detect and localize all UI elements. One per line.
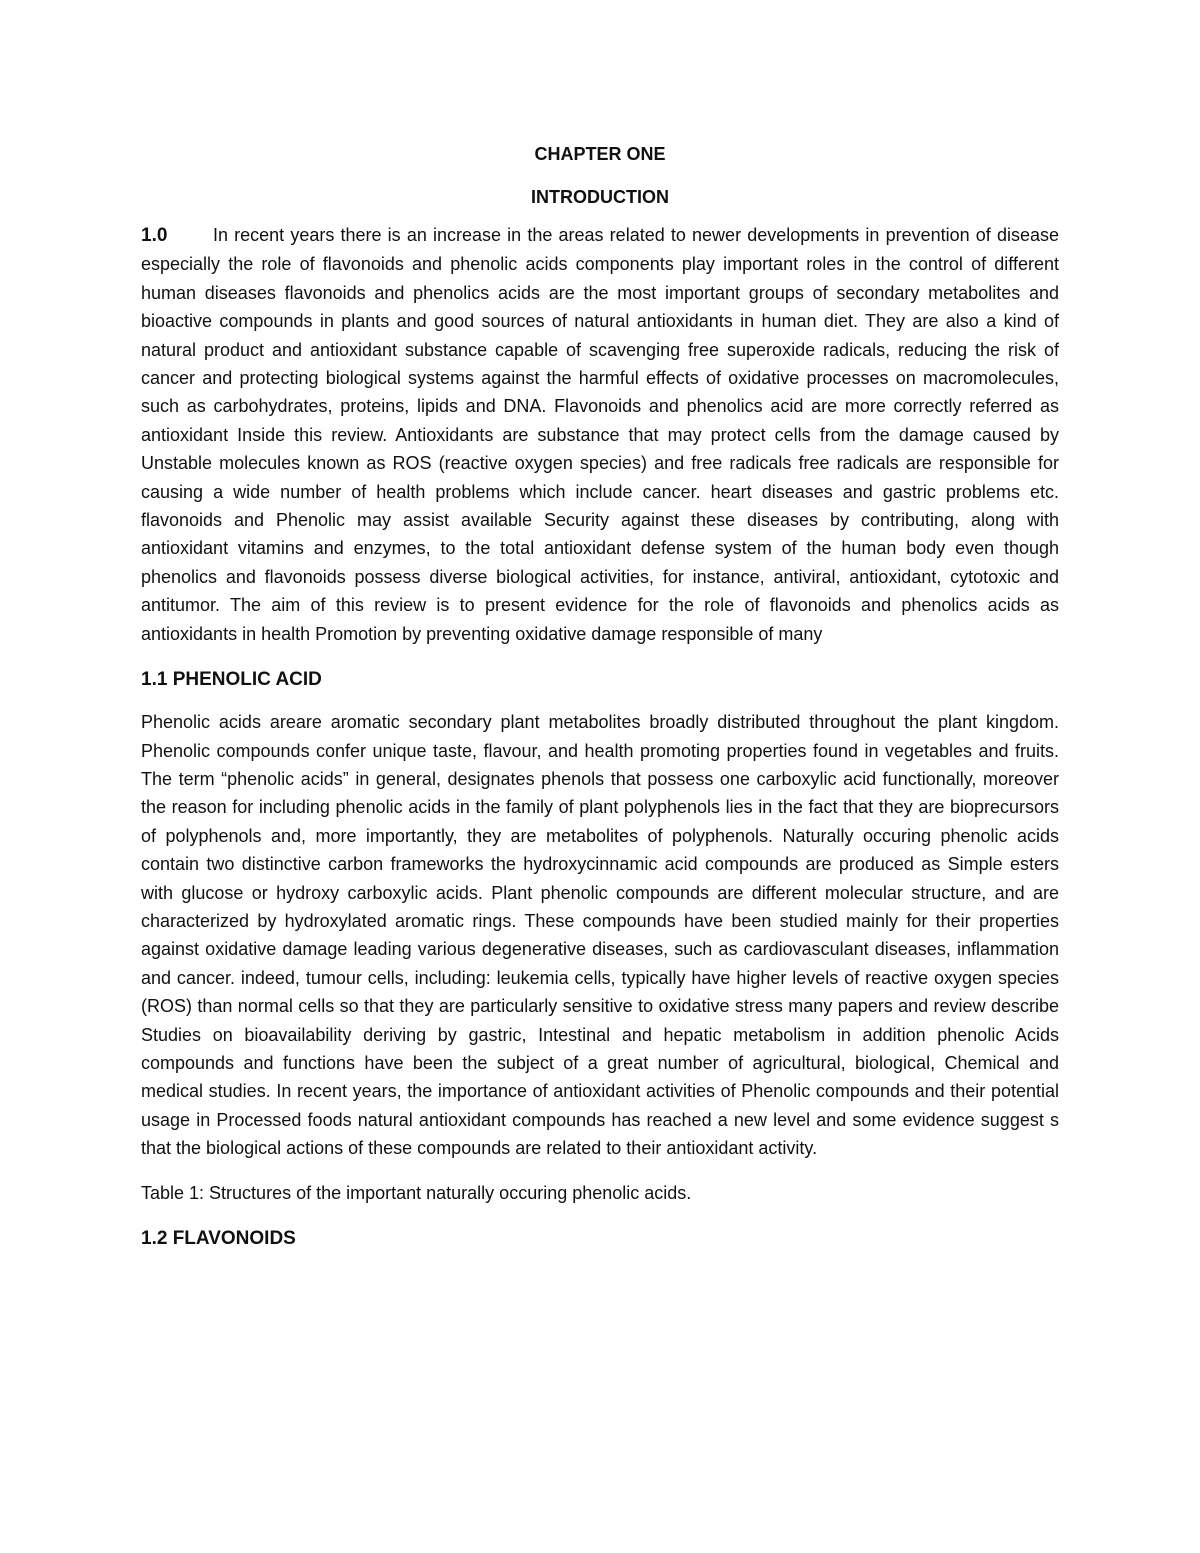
chapter-subtitle: INTRODUCTION bbox=[531, 187, 669, 207]
intro-text: In recent years there is an increase in the areas related to newer developments in prevention of disease especially the role of flavonoids and phenolic acids components play important roles in the control of different human diseases flavonoids and phenolics acids are the most important groups of secondary metabolites and bioactive compounds in plants and good sources of natural antioxidants in human diet. They are also a kind of natural product and antioxidant substance capable of scavenging free superoxide radicals, reducing the risk of cancer and protecting biological systems against the harmful effects of oxidative processes on macromolecules, such as carbohydrates, proteins, lipids and DNA. Flavonoids and phenolics acid are more correctly referred as antioxidant Inside this review. Antioxidants are substance that may protect cells from the damage caused by Unstable molecules known as ROS (reactive oxygen species) and free radicals free radicals are responsible for causing a wide number of health problems which include cancer. heart diseases and gastric problems etc. flavonoids and Phenolic may assist available Security against these diseases by contributing, along with antioxidant vitamins and enzymes, to the total antioxidant defense system of the human body even though phenolics and flavonoids possess diverse biological activities, for instance, antiviral, antioxidant, cytotoxic and antitumor. The aim of this review is to present evidence for the role of flavonoids and phenolics acids as antioxidants in health Promotion by preventing oxidative damage responsible of many bbox=[141, 225, 1059, 644]
section-heading-flavonoids: 1.2 FLAVONOIDS bbox=[141, 1227, 296, 1249]
phenolic-acid-paragraph: Phenolic acids areare aromatic secondary plant metabolites broadly distributed throughout the plant kingdom. Phenolic compounds confer unique taste, flavour, and health promoting properties found in vegetables and fruits. The term “phenolic acids” in general, designates phenols that possess one carboxylic acid functionally, moreover the reason for including phenolic acids in the family of plant polyphenols lies in the fact that they are bioprecursors of polyphenols and, more importantly, they are metabolites of polyphenols. Naturally occuring phenolic acids contain two distinctive carbon frameworks the hydroxycinnamic acid compounds are produced as Simple esters with glucose or hydroxy carboxylic acids. Plant phenolic compounds are different molecular structure, and are characterized by hydroxylated aromatic rings. These compounds have been studied mainly for their properties against oxidative damage leading various degenerative diseases, such as cardiovasculant diseases, inflammation and cancer. indeed, tumour cells, including: leukemia cells, typically have higher levels of reactive oxygen species (ROS) than normal cells so that they are particularly sensitive to oxidative stress many papers and review describe Studies on bioavailability deriving by gastric, Intestinal and hepatic metabolism in addition phenolic Acids compounds and functions have been the subject of a great number of agricultural, biological, Chemical and medical studies. In recent years, the importance of antioxidant activities of Phenolic compounds and their potential usage in Processed foods natural antioxidant compounds has reached a new level and some evidence suggest s that the biological actions of these compounds are related to their antioxidant activity. bbox=[141, 712, 1059, 1159]
chapter-title: CHAPTER ONE bbox=[534, 144, 666, 164]
intro-number: 1.0 bbox=[141, 225, 168, 246]
section-heading-phenolic-acid: 1.1 PHENOLIC ACID bbox=[141, 669, 322, 691]
document-page bbox=[141, 140, 1059, 1267]
intro-paragraph bbox=[141, 221, 1059, 648]
table-caption: Table 1: Structures of the important naturally occuring phenolic acids. bbox=[141, 1182, 692, 1203]
